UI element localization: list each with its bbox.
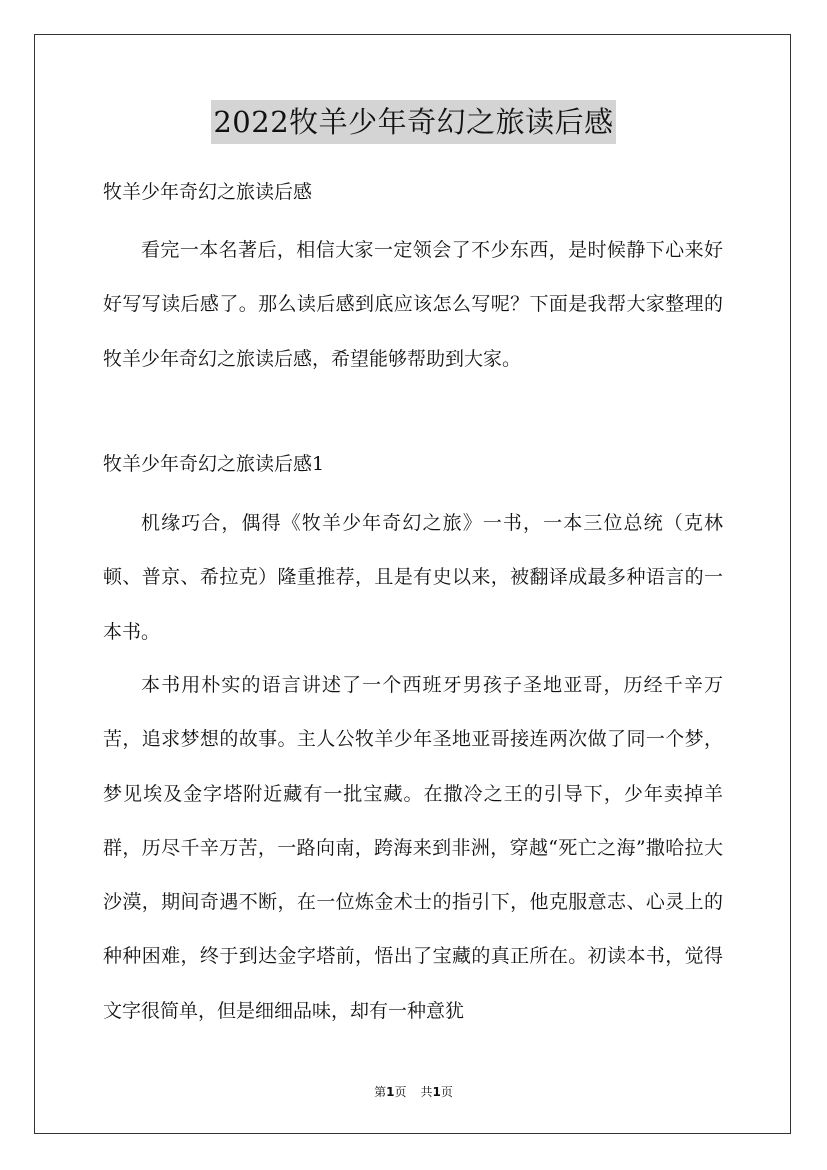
footer-page-prefix: 第 — [374, 1085, 387, 1099]
title-container — [0, 100, 827, 144]
document-subtitle: 牧羊少年奇幻之旅读后感 — [103, 181, 313, 203]
page-footer — [0, 1083, 827, 1101]
document-title: 2022牧羊少年奇幻之旅读后感 — [211, 100, 615, 144]
footer-total-prefix: 共 — [420, 1085, 433, 1099]
footer-page-unit: 页 — [394, 1085, 407, 1099]
intro-paragraph: 看完一本名著后，相信大家一定领会了不少东西，是时候静下心来好好写写读后感了。那么读后感到底应该怎么写呢？下面是我帮大家整理的牧羊少年奇幻之旅读后感，希望能够帮助到大家。 — [103, 239, 723, 370]
body-paragraph-1: 机缘巧合，偶得《牧羊少年奇幻之旅》一书，一本三位总统（克林顿、普京、希拉克）隆重推荐，且是有史以来，被翻译成最多种语言的一本书。 — [103, 512, 723, 643]
footer-total-unit: 页 — [440, 1085, 453, 1099]
body-paragraph-2: 本书用朴实的语言讲述了一个西班牙男孩子圣地亚哥，历经千辛万苦，追求梦想的故事。主人公牧羊少年圣地亚哥接连两次做了同一个梦，梦见埃及金字塔附近藏有一批宝藏。在撒冷之王的引导下，少年卖掉羊群，历尽千辛万苦，一路向南，跨海来到非洲，穿越“死亡之海”撒哈拉大沙漠，期间奇遇不断，在一位炼金术士的指引下，他克服意志、心灵上的种种困难，终于到达金字塔前，悟出了宝藏的真正所在。初读本书，觉得文字很简单，但是细细品味，却有一种意犹 — [103, 674, 723, 1022]
section-heading: 牧羊少年奇幻之旅读后感1 — [103, 453, 325, 475]
footer-page-total: 1 — [432, 1085, 441, 1099]
footer-page-current: 1 — [386, 1085, 395, 1099]
